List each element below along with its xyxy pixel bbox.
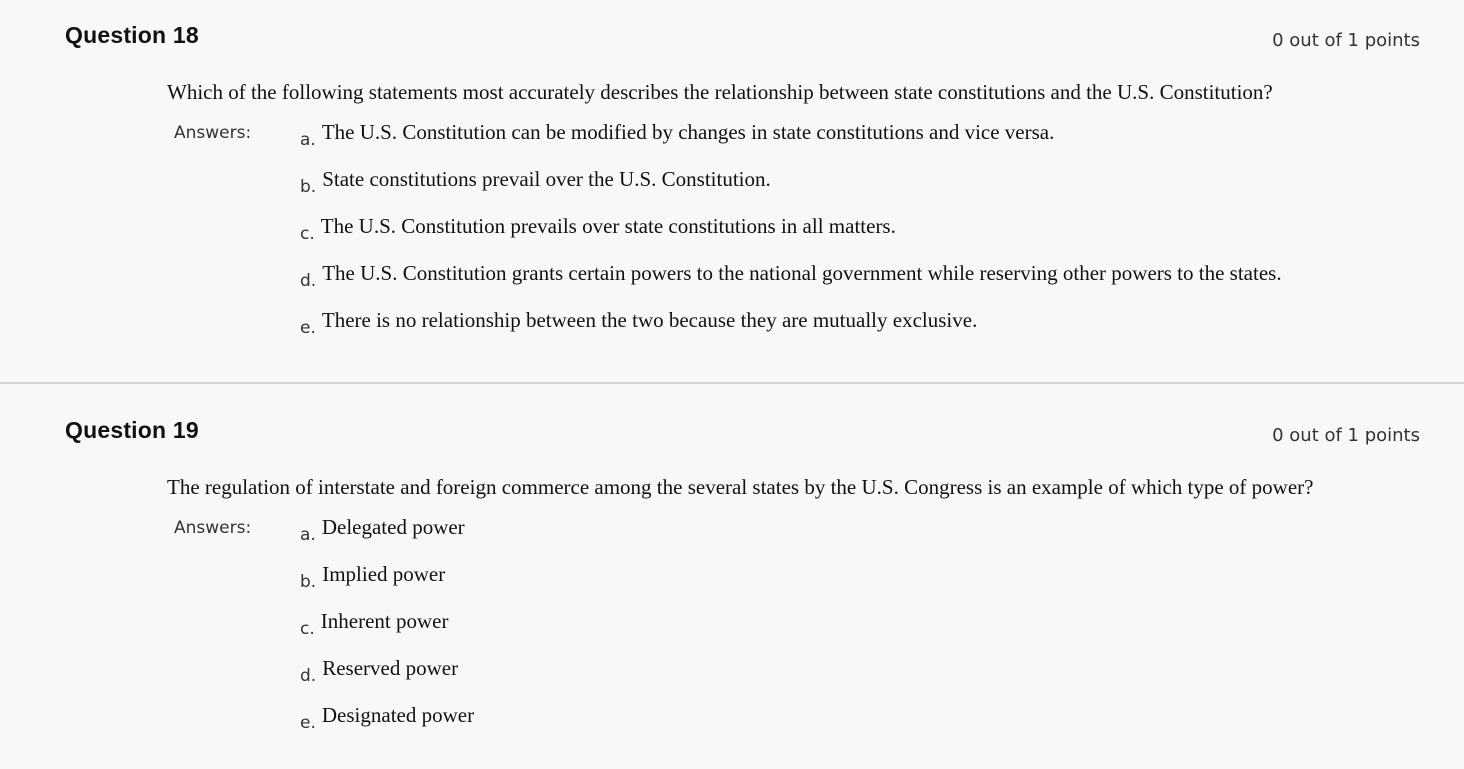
- answer-option: [300, 515, 465, 545]
- answer-text: The U.S. Constitution prevails over state constitutions in all matters.: [320, 214, 896, 238]
- answer-letter: c.: [300, 619, 315, 639]
- answer-option: [300, 656, 458, 686]
- answer-letter: a.: [300, 525, 316, 545]
- answer-text: Implied power: [322, 562, 446, 586]
- answer-letter: c.: [300, 224, 315, 244]
- question-text: Which of the following statements most accurately describes the relationship between state constitutions and the U.S. Constitution?: [167, 80, 1273, 104]
- question-title: Question 19: [65, 417, 199, 443]
- answer-letter: d.: [300, 271, 317, 291]
- answer-letter: b.: [300, 572, 317, 592]
- answer-text: Delegated power: [321, 515, 465, 539]
- answer-option: [300, 703, 474, 733]
- answer-letter: d.: [300, 666, 317, 686]
- answer-option: [300, 609, 448, 639]
- answer-text: Designated power: [321, 703, 475, 727]
- question-points: 0 out of 1 points: [1272, 30, 1420, 51]
- answers-label: Answers:: [174, 518, 252, 538]
- answer-option: [300, 261, 1282, 291]
- answer-option: [300, 120, 1054, 150]
- answer-option: [300, 562, 445, 592]
- question-points: 0 out of 1 points: [1272, 425, 1420, 446]
- answer-letter: a.: [300, 130, 316, 150]
- answers-label: Answers:: [174, 123, 252, 143]
- answer-text: The U.S. Constitution can be modified by changes in state constitutions and vice versa.: [321, 120, 1055, 144]
- answer-option: [300, 308, 977, 338]
- question-title: Question 18: [65, 22, 199, 48]
- answer-text: The U.S. Constitution grants certain powers to the national government while reserving other powers to the states.: [322, 261, 1282, 285]
- answer-letter: b.: [300, 177, 317, 197]
- question-text: The regulation of interstate and foreign commerce among the several states by the U.S. Congress is an example of which type of power?: [167, 475, 1314, 499]
- answer-letter: e.: [300, 713, 316, 733]
- question-block: [0, 384, 1464, 769]
- answer-text: Inherent power: [320, 609, 449, 633]
- answer-option: [300, 167, 771, 197]
- question-block: [0, 0, 1464, 382]
- answer-text: State constitutions prevail over the U.S. Constitution.: [322, 167, 771, 191]
- answer-text: Reserved power: [322, 656, 459, 680]
- answer-letter: e.: [300, 318, 316, 338]
- answer-text: There is no relationship between the two because they are mutually exclusive.: [321, 308, 978, 332]
- answer-option: [300, 214, 896, 244]
